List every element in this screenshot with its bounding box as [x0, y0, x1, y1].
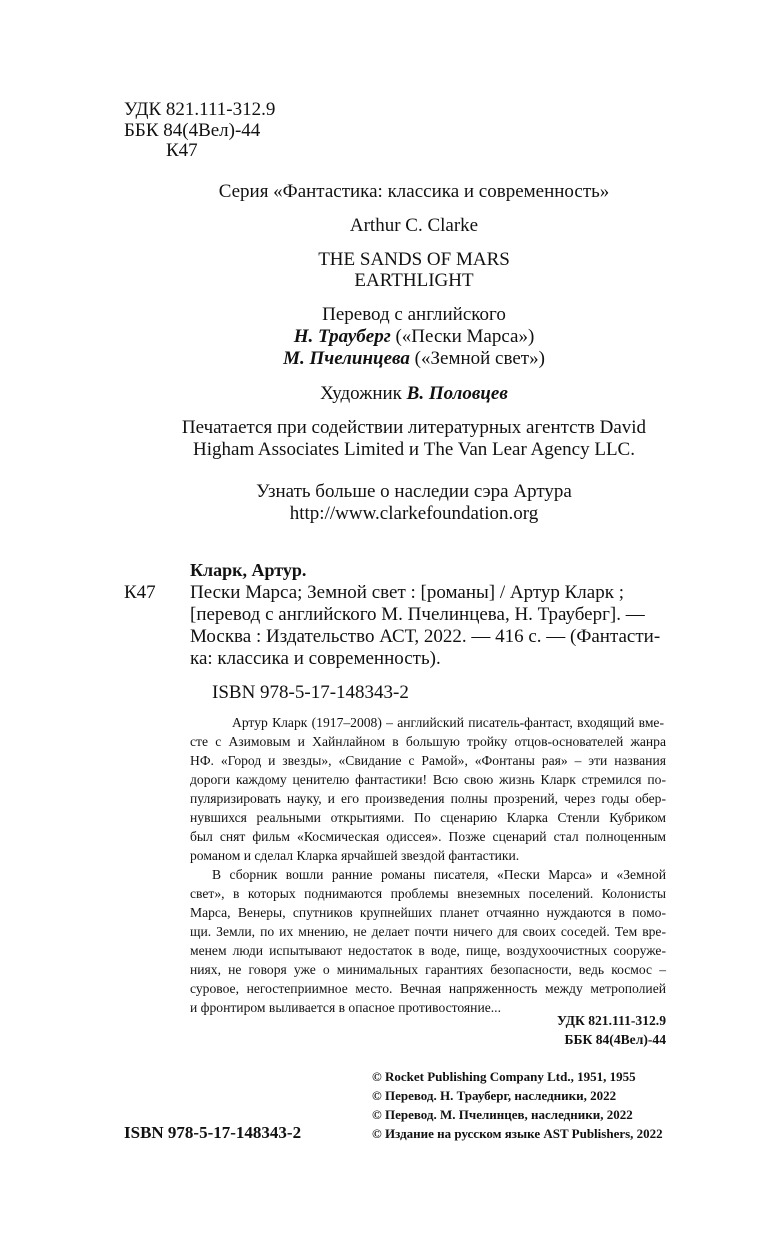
udk-code: УДК 821.111-312.9: [124, 99, 276, 120]
catalog-line-1: Пески Марса; Земной свет : [романы] / Артур Кларк ;: [190, 582, 624, 603]
catalog-heading: Кларк, Артур.: [190, 560, 307, 580]
annotation-bbk: ББК 84(4Вел)-44: [564, 1032, 666, 1047]
annotation-line-8: романом и сделал Кларка ярчайшей звездой фантастики.: [190, 848, 520, 863]
annotation-line-1: Артур Кларк (1917–2008) – английский писатель-фантаст, входящий вме-: [232, 715, 664, 730]
copyright-line-2: © Перевод. Н. Трауберг, наследники, 2022: [372, 1088, 617, 1103]
copyright-line-1: © Rocket Publishing Company Ltd., 1951, 1955: [372, 1069, 636, 1084]
annotation-line-15: суровое, негостеприимное место. Вечная напряженность между метрополией: [190, 981, 666, 996]
series-line: Серия «Фантастика: классика и современность»: [218, 181, 610, 202]
artist-line: [30, 384, 768, 403]
annotation-line-10: свет», в которых поднимаются проблемы внеземных поселений. Колонисты: [190, 886, 666, 901]
original-author: Arthur C. Clarke: [349, 215, 479, 236]
annotation-line-5: пуляризировать науку, и его произведения полны прозрений, через годы обер-: [190, 791, 666, 806]
annotation-line-4: дороги каждому ценителю фантастики! Всю свою жизнь Кларк стремился по-: [190, 772, 666, 787]
annotation-udk: УДК 821.111-312.9: [556, 1013, 666, 1028]
bbk-code: ББК 84(4Вел)-44: [124, 120, 261, 141]
annotation-line-12: щи. Земли, по их мнению, не делает почти ничего для своих соседей. Тем вре-: [190, 924, 666, 939]
agency-line-2: Higham Associates Limited и The Van Lear Agency LLC.: [193, 439, 635, 460]
annotation-line-7: был снят фильм «Космическая одиссея». Позже сценарий стал полноценным: [190, 829, 666, 844]
author-mark: К47: [166, 140, 198, 161]
annotation-line-3: НФ. «Город и звезды», «Свидание с Рамой», «Фонтаны рая» – эти названия: [190, 753, 666, 768]
legacy-line: Узнать больше о наследии сэра Артура: [256, 481, 572, 502]
legacy-url: http://www.clarkefoundation.org: [289, 503, 539, 524]
translator-2: [30, 349, 768, 368]
artist-label: Художник: [320, 383, 407, 404]
annotation-line-13: менем люди испытывают недостаток в воде, пище, воздухоочистных сооруже-: [190, 943, 666, 958]
artist-name: В. Половцев: [406, 383, 508, 404]
annotation-line-11: Марса, Венеры, спутников крупнейших планет отчаянно нуждаются в помо-: [190, 905, 666, 920]
annotation-line-6: нувшихся реальными открытиями. По сценарию Кларка Стенли Кубриком: [190, 810, 666, 825]
catalog-line-3: Москва : Издательство АСТ, 2022. — 416 с. — (Фантасти-: [190, 626, 661, 647]
annotation-line-9: В сборник вошли ранние романы писателя, «Пески Марса» и «Земной: [212, 867, 666, 882]
catalog-line-4: ка: классика и современность).: [190, 648, 441, 669]
copyright-line-4: © Издание на русском языке AST Publishers, 2022: [372, 1126, 663, 1141]
catalog-code: К47: [124, 582, 156, 603]
annotation-line-14: ниях, не говоря уже о минимальных гарантиях безопасности, ведь космос –: [190, 962, 666, 977]
catalog-line-2: [перевод с английского М. Пчелинцева, Н. Трауберг]. —: [190, 604, 645, 625]
translator-1-work: («Пески Марса»): [390, 326, 535, 347]
original-title-1: THE SANDS OF MARS: [318, 249, 510, 270]
translator-1-name: Н. Трауберг: [293, 326, 391, 347]
copyright-line-3: © Перевод. М. Пчелинцев, наследники, 2022: [372, 1107, 633, 1122]
translator-2-work: («Земной свет»): [409, 348, 545, 369]
original-title-2: EARTHLIGHT: [354, 270, 474, 291]
translation-heading: Перевод с английского: [322, 304, 506, 325]
isbn-bottom: ISBN 978-5-17-148343-2: [124, 1123, 302, 1142]
translator-2-name: М. Пчелинцева: [283, 348, 410, 369]
agency-line-1: Печатается при содействии литературных агентств David: [181, 417, 647, 438]
annotation-line-2: сте с Азимовым и Хайнлайном в большую тройку отцов-основателей жанра: [190, 734, 666, 749]
translator-1: [30, 327, 768, 346]
annotation-line-16: и фронтиром выливается в опасное противостояние...: [190, 1000, 501, 1015]
catalog-isbn: ISBN 978-5-17-148343-2: [212, 682, 409, 703]
